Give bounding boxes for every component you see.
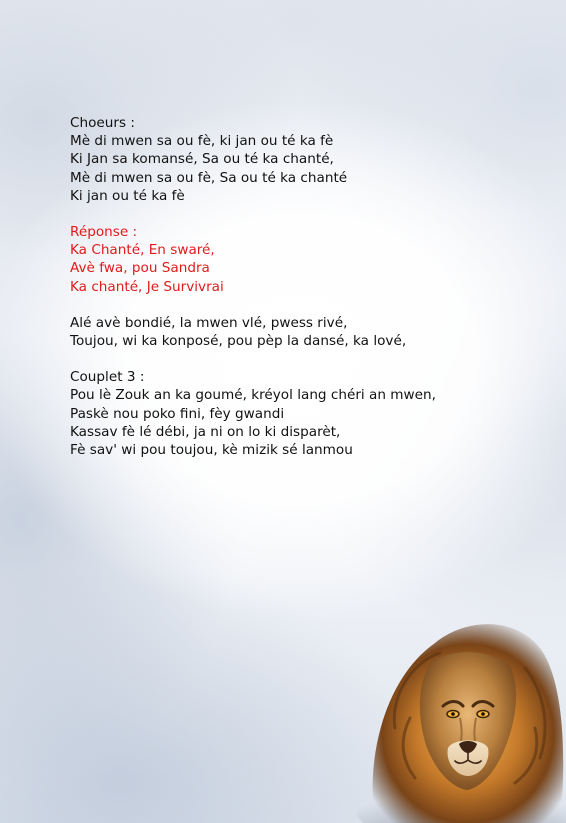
lyric-line: Ka chanté, Je Survivrai	[70, 278, 224, 295]
lyric-line: Toujou, wi ka konposé, pou pèp la dansé, ka lové,	[70, 333, 407, 350]
stanza-couplet-3	[70, 368, 540, 459]
lyric-line: Ka Chanté, En swaré,	[70, 242, 215, 259]
stanza-heading: Choeurs :	[70, 115, 135, 131]
lyric-line: Mè di mwen sa ou fè, ki jan ou té ka fè	[70, 133, 334, 150]
lyric-line: Mè di mwen sa ou fè, Sa ou té ka chanté	[70, 169, 348, 186]
stanza-reponse	[70, 223, 540, 296]
lyric-line: Kassav fè lé débi, ja ni on lo ki disparèt,	[70, 423, 341, 440]
lyric-line: Ki Jan sa komansé, Sa ou té ka chanté,	[70, 151, 334, 168]
lyric-line: Ki jan ou té ka fè	[70, 187, 185, 204]
stanza-interlude	[70, 314, 540, 350]
lyric-line: Alé avè bondié, la mwen vlé, pwess rivé,	[70, 314, 348, 331]
stanza-choeurs	[70, 114, 540, 205]
lyric-line: Fè sav' wi pou toujou, kè mizik sé lanmou	[70, 442, 353, 459]
lyrics-text	[70, 114, 540, 477]
lion-illustration	[355, 608, 566, 823]
lyric-line: Pou lè Zouk an ka goumé, kréyol lang chéri an mwen,	[70, 387, 436, 404]
lyric-line: Avè fwa, pou Sandra	[70, 260, 210, 277]
stanza-heading: Réponse :	[70, 224, 138, 241]
lyric-line: Paskè nou poko fini, fèy gwandi	[70, 405, 285, 422]
stanza-heading: Couplet 3 :	[70, 369, 145, 386]
